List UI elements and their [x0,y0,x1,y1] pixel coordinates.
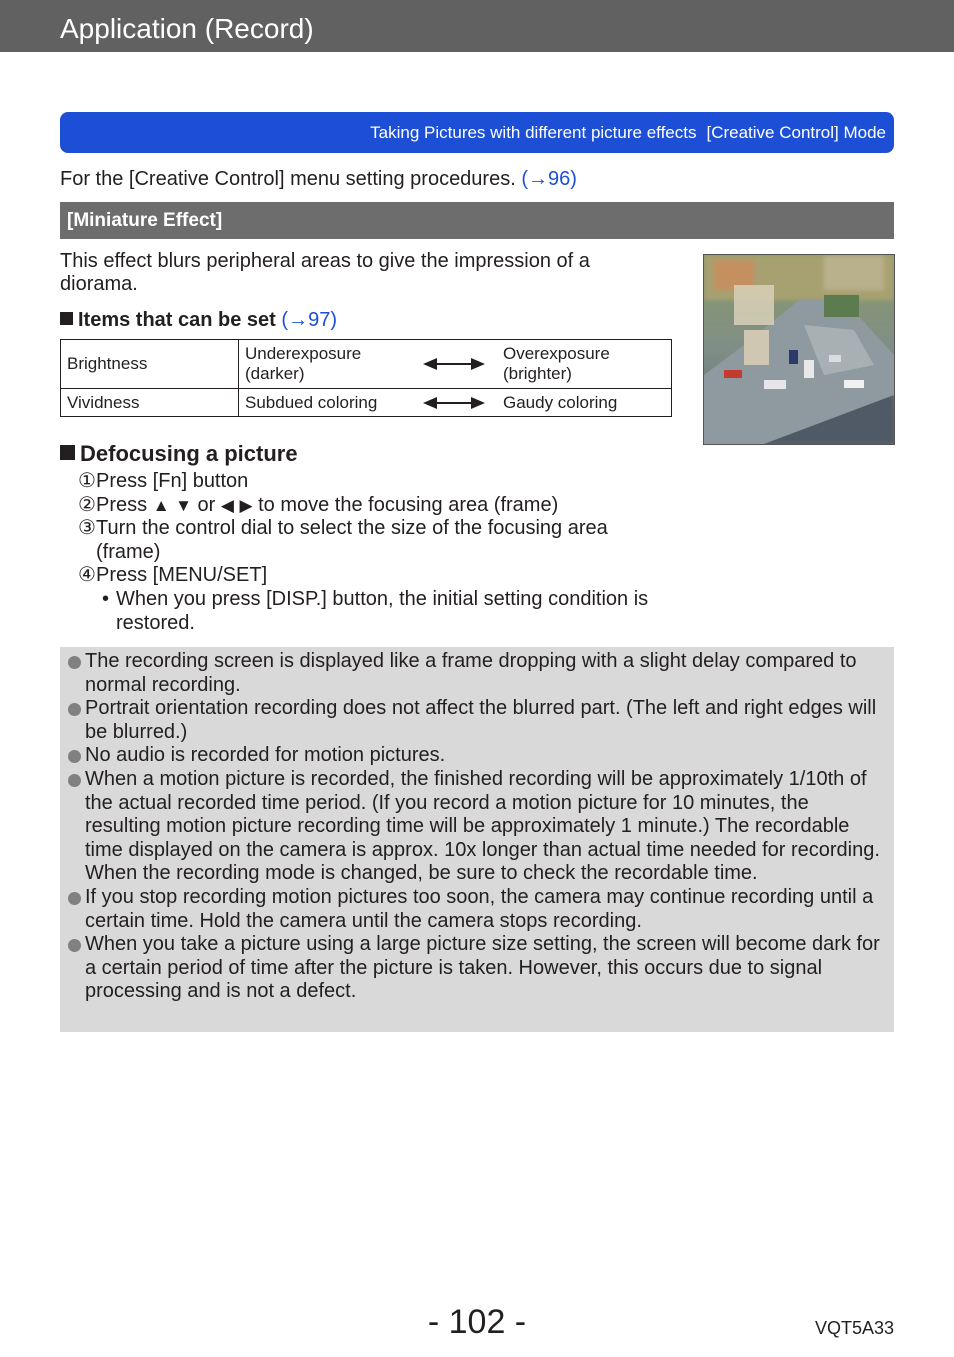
note-text: When a motion picture is recorded, the finished recording will be approximately 1/10th of the actual recorded time period. (If you record a motion picture for 10 minutes, the resulting motion picture recording time will be approximately 1 minute.) The recordable time displayed on the camera is approx. 10x longer than actual time needed for recording. When the recording mode is changed, be sure to check the recordable time. [85,767,880,885]
defocus-steps [78,470,668,635]
list-item [68,650,886,697]
bullet-circle-icon [68,939,81,952]
step-number: ③ [78,517,96,540]
bullet-circle-icon [68,892,81,905]
defocus-heading-text: Defocusing a picture [80,441,298,466]
note-text: The recording screen is displayed like a frame dropping with a slight delay compared to normal recording. [85,650,857,696]
list-item [78,564,668,588]
intro-ref-link[interactable]: (→96) [521,168,577,190]
square-bullet-icon [60,445,75,460]
list-item [102,588,668,635]
page-header [0,0,954,52]
step-text: Turn the control dial to select the size of the focusing area (frame) [96,517,608,563]
right-triangle-icon: ▶ [239,495,253,515]
list-item [78,494,668,518]
note-text: If you stop recording motion pictures too soon, the camera may continue recording until a certain time. Hold the camera until the camera stops recording. [85,885,874,932]
banner-text: Taking Pictures with different picture effects [370,122,697,142]
step-note: When you press [DISP.] button, the initial setting condition is restored. [116,587,649,634]
double-arrow-icon [417,397,491,409]
bullet-circle-icon [68,750,81,763]
note-text: Portrait orientation recording does not affect the blurred part. (The left and right edges will be blurred.) [85,697,877,743]
left-triangle-icon: ◀ [220,495,234,515]
list-item [78,517,668,564]
list-item [78,470,668,494]
setting-low: Subdued coloring [245,392,378,412]
items-heading [60,308,337,332]
chapter-banner [60,112,894,153]
table-row [61,389,672,417]
list-item [68,697,886,744]
double-arrow-icon [417,358,491,370]
bullet-circle-icon [68,774,81,787]
settings-table [60,339,672,417]
setting-high: Gaudy coloring [497,389,672,417]
step-text: Press [MENU/SET] [96,564,268,587]
bullet-circle-icon [68,656,81,669]
list-item [68,886,886,933]
setting-name: Vividness [61,389,239,417]
step-text: Press [96,493,153,516]
step-text: to move the focusing area (frame) [252,493,559,516]
miniature-effect-photo [703,254,895,445]
setting-high: Overexposure (brighter) [497,340,672,389]
list-item [68,768,886,886]
table-row [61,340,672,389]
step-text: or [191,493,221,516]
square-bullet-icon [60,312,73,325]
effect-description: This effect blurs peripheral areas to give the impression of a diorama. [60,250,590,295]
header-title: Application (Record) [60,13,314,44]
down-triangle-icon: ▼ [175,495,192,515]
bullet-circle-icon [68,703,81,716]
step-number: ① [78,470,96,492]
items-heading-label: Items that can be set [78,309,276,331]
notes-box [60,647,894,1032]
step-number: ④ [78,564,96,587]
setting-low: Underexposure (darker) [245,344,362,383]
setting-name: Brightness [61,340,239,389]
intro-line [60,167,577,191]
defocus-heading [60,441,298,467]
bullet-dot-icon: • [102,587,110,610]
up-triangle-icon: ▲ [152,495,170,515]
section-title: [Miniature Effect] [60,202,894,239]
note-text: When you take a picture using a large picture size setting, the screen will become dark for a certain period of time after the picture is taken. However, this occurs due to signal processing and is not a defect. [85,933,880,1003]
list-item [68,933,886,1004]
step-text: Press [Fn] button [96,470,249,492]
banner-mode: [Creative Control] Mode [706,122,886,142]
step-number: ② [78,493,96,516]
intro-text: For the [Creative Control] menu setting procedures. [60,168,522,190]
note-text: No audio is recorded for motion pictures. [85,744,446,767]
list-item [68,744,886,768]
items-ref-link[interactable]: (→97) [281,309,337,331]
document-code: VQT5A33 [814,1318,894,1338]
page-number: - 102 - [427,1303,527,1341]
